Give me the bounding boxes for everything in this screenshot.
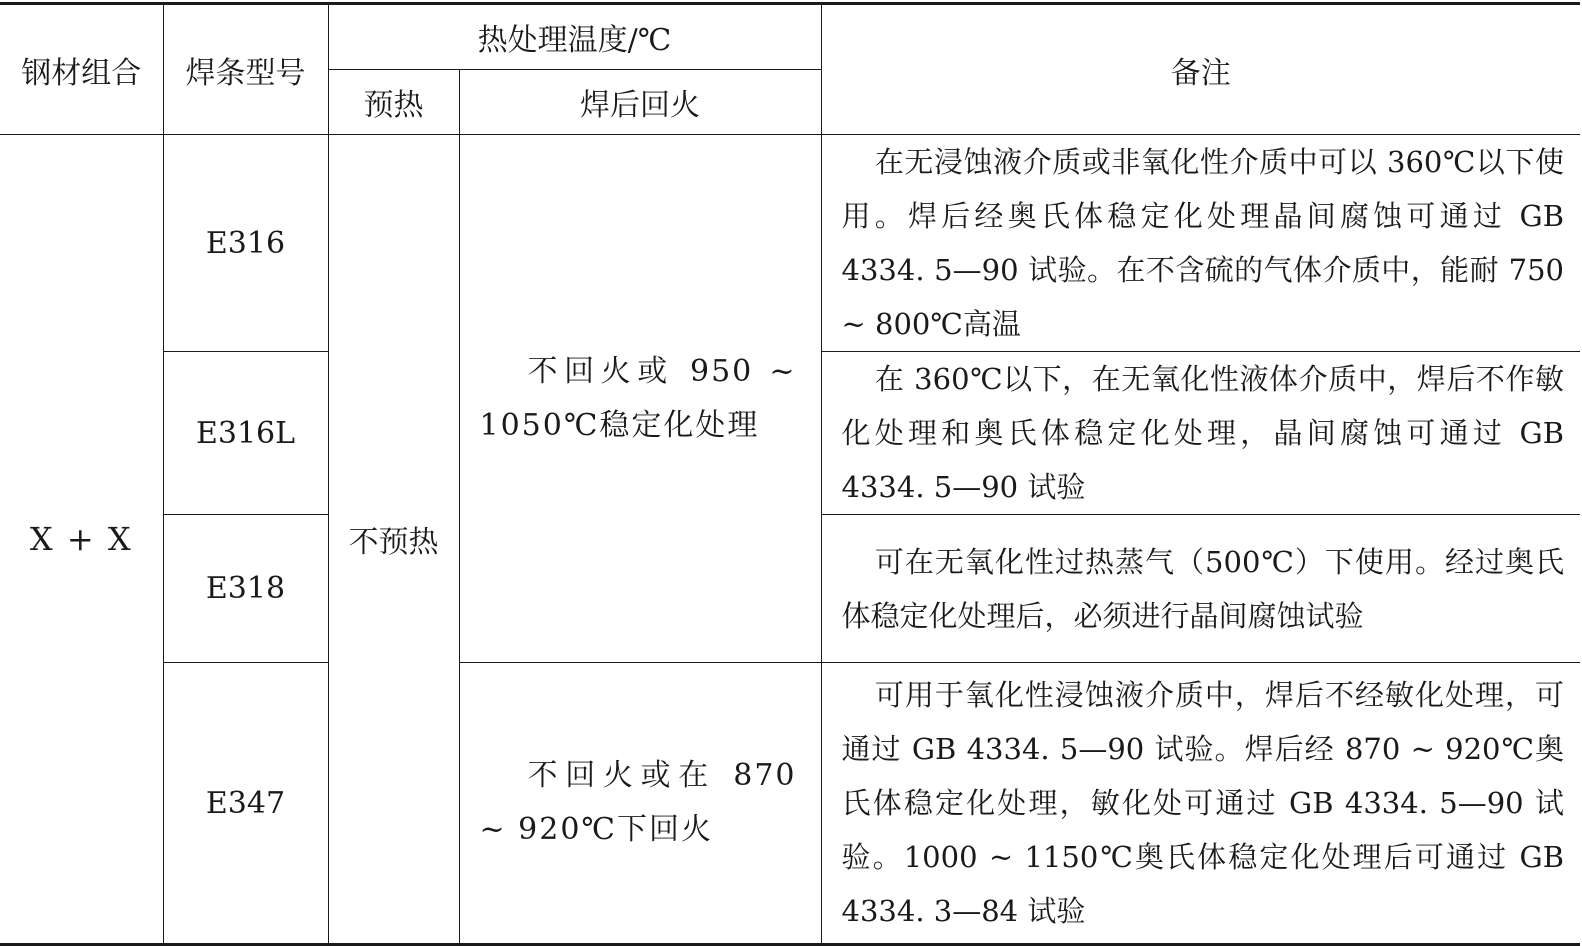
- post-weld-tempering-cell: 不回火或在 870 ~ 920℃下回火: [459, 663, 821, 945]
- header-post-weld-tempering: 焊后回火: [459, 70, 821, 135]
- remark-cell: 可用于氧化性浸蚀液介质中，焊后不经敏化处理，可通过 GB 4334. 5—90 试验。焊后经 870 ~ 920℃奥氏体稳定化处理，敏化处可通过 GB 4334. 5—90 试验。1000 ~ 1150℃奥氏体稳定化处理后可通过 GB 4334. 3—84 试验: [821, 663, 1580, 945]
- header-preheat: 预热: [328, 70, 459, 135]
- remark-cell: 在 360℃以下，在无氧化性液体介质中，焊后不作敏化处理和奥氏体稳定化处理，晶间腐蚀可通过 GB 4334. 5—90 试验: [821, 352, 1580, 515]
- remark-cell: 在无浸蚀液介质或非氧化性介质中可以 360℃以下使用。焊后经奥氏体稳定化处理晶间腐蚀可通过 GB 4334. 5—90 试验。在不含硫的气体介质中，能耐 750 ~ 800℃高温: [821, 135, 1580, 352]
- header-row-1: [0, 4, 1580, 70]
- table-row-e316: [0, 135, 1580, 352]
- header-electrode-type: 焊条型号: [163, 4, 328, 135]
- post-weld-tempering-cell: 不回火或 950 ~ 1050℃稳定化处理: [459, 135, 821, 663]
- header-steel-combination: 钢材组合: [0, 4, 163, 135]
- electrode-cell: E347: [163, 663, 328, 945]
- electrode-cell: E318: [163, 515, 328, 663]
- electrode-cell: E316L: [163, 352, 328, 515]
- remark-cell: 可在无氧化性过热蒸气（500℃）下使用。经过奥氏体稳定化处理后，必须进行晶间腐蚀试验: [821, 515, 1580, 663]
- preheat-cell: 不预热: [328, 135, 459, 945]
- table-row-e347: [0, 663, 1580, 945]
- header-heat-treatment-temperature: 热处理温度/℃: [328, 4, 821, 70]
- electrode-heat-treatment-table: [0, 2, 1580, 946]
- electrode-cell: E316: [163, 135, 328, 352]
- header-remarks: 备注: [821, 4, 1580, 135]
- steel-combination-cell: X + X: [0, 135, 163, 945]
